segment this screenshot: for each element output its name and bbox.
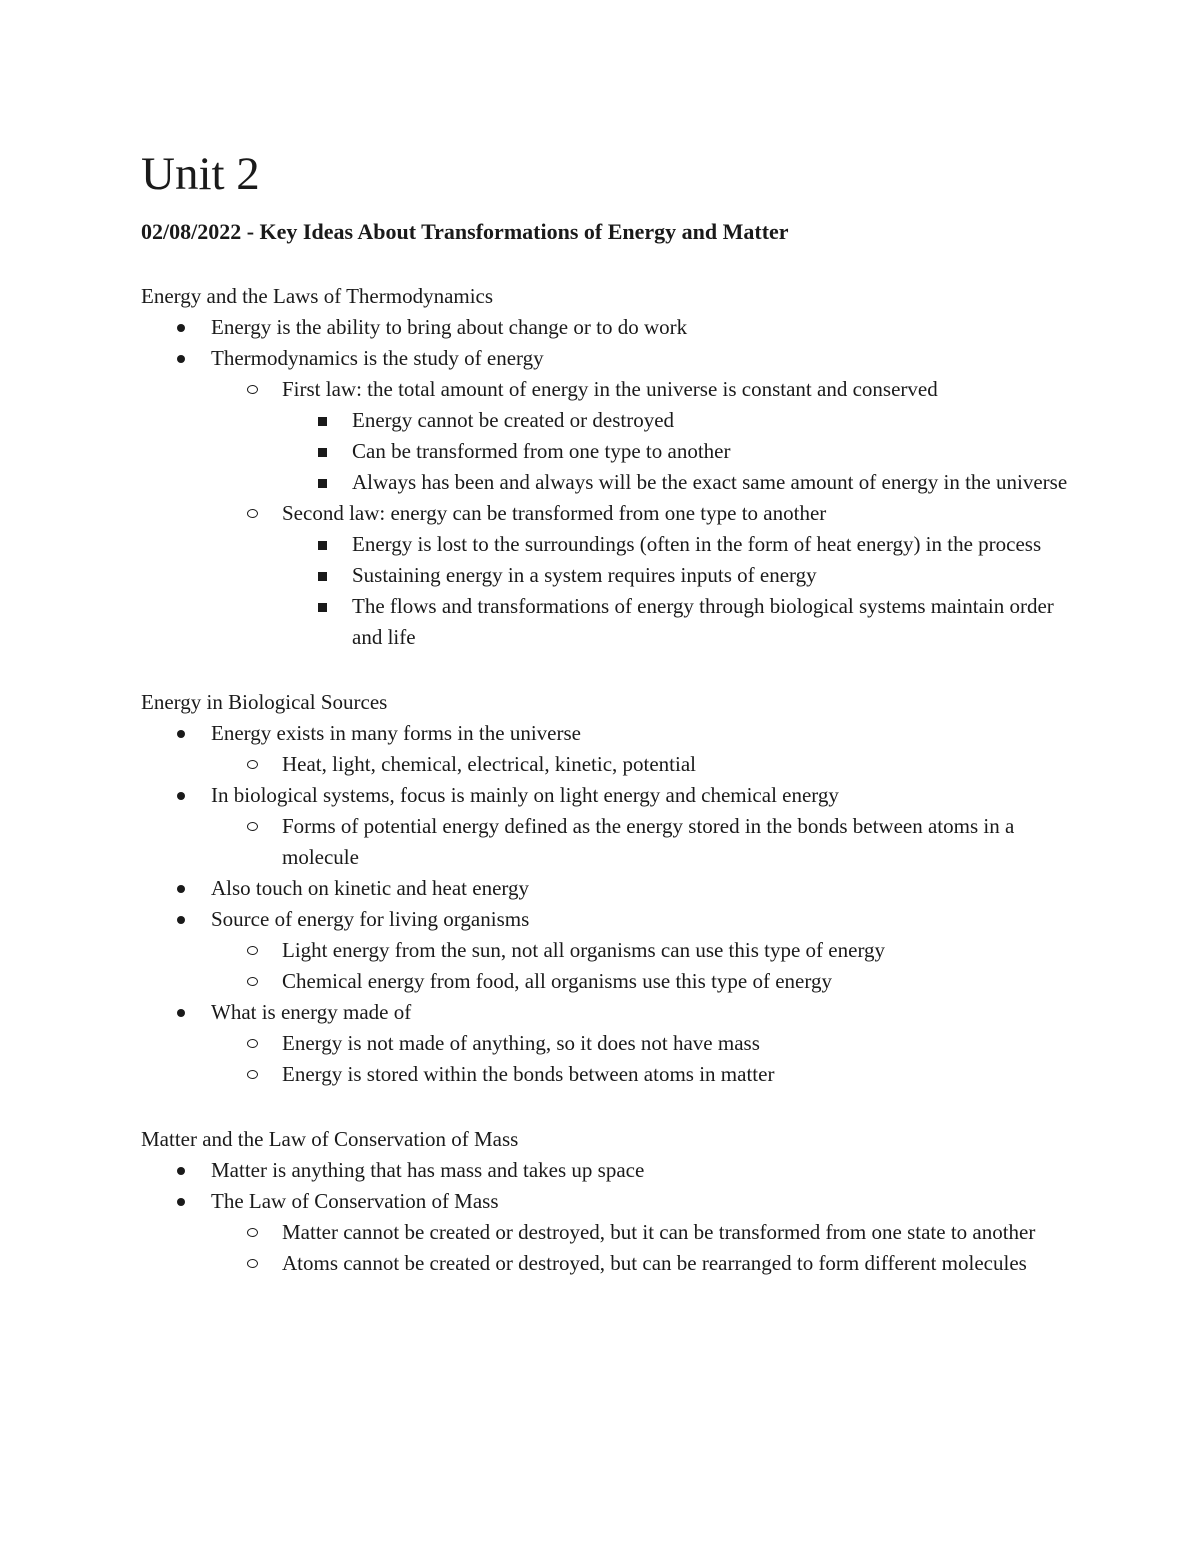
- list-item-text: The Law of Conservation of Mass: [211, 1189, 499, 1213]
- square-bullet-icon: [318, 417, 327, 426]
- list-item-text: Energy is lost to the surroundings (often in the form of heat energy) in the process: [352, 532, 1042, 556]
- list-item-text: Matter cannot be created or destroyed, but it can be transformed from one state to another: [282, 1220, 1036, 1244]
- list-item-text: What is energy made of: [211, 1000, 412, 1024]
- list-item-text: Energy is the ability to bring about change or to do work: [211, 315, 688, 339]
- sub-list: [141, 374, 1071, 653]
- list-item: [211, 935, 1071, 966]
- list-item: [211, 374, 1071, 498]
- list-item-text: Light energy from the sun, not all organisms can use this type of energy: [282, 938, 886, 962]
- list-item: [211, 1059, 1071, 1090]
- list-item-text: Can be transformed from one type to another: [352, 439, 731, 463]
- square-bullet-icon: [318, 603, 327, 612]
- filled-circle-bullet-icon: [177, 730, 185, 738]
- section-conservation-of-mass: [141, 1124, 1071, 1279]
- section-biological-sources: [141, 687, 1071, 1090]
- list-item: [211, 811, 1071, 873]
- filled-circle-bullet-icon: [177, 355, 185, 363]
- list-item-text: Source of energy for living organisms: [211, 907, 530, 931]
- list-item: [141, 718, 1071, 780]
- sub-list: [141, 1028, 1071, 1090]
- hollow-circle-bullet-icon: [247, 1228, 258, 1237]
- hollow-circle-bullet-icon: [247, 509, 258, 518]
- filled-circle-bullet-icon: [177, 792, 185, 800]
- list-item: [211, 1248, 1071, 1279]
- bullet-list: [141, 312, 1071, 653]
- sub-sub-list: [211, 405, 1071, 498]
- document-page: [141, 142, 1071, 1279]
- hollow-circle-bullet-icon: [247, 1039, 258, 1048]
- list-item: [141, 1186, 1071, 1279]
- list-item-text: Energy cannot be created or destroyed: [352, 408, 675, 432]
- list-item: [211, 1217, 1071, 1248]
- hollow-circle-bullet-icon: [247, 977, 258, 986]
- list-item: [141, 873, 1071, 904]
- list-item: [141, 904, 1071, 997]
- section-heading: Matter and the Law of Conservation of Mass: [141, 1127, 519, 1151]
- filled-circle-bullet-icon: [177, 916, 185, 924]
- list-item-text: Atoms cannot be created or destroyed, but can be rearranged to form different molecules: [282, 1251, 1027, 1275]
- square-bullet-icon: [318, 572, 327, 581]
- list-item: [282, 467, 1071, 498]
- list-item: [282, 405, 1071, 436]
- list-item-text: Energy is not made of anything, so it does not have mass: [282, 1031, 760, 1055]
- hollow-circle-bullet-icon: [247, 946, 258, 955]
- list-item: [282, 529, 1071, 560]
- list-item-text: Also touch on kinetic and heat energy: [211, 876, 530, 900]
- list-item: [141, 997, 1071, 1090]
- page-subtitle: 02/08/2022 - Key Ideas About Transformations of Energy and Matter: [141, 219, 789, 244]
- list-item: [211, 966, 1071, 997]
- sub-sub-list: [211, 529, 1071, 653]
- bullet-list: [141, 718, 1071, 1090]
- filled-circle-bullet-icon: [177, 1198, 185, 1206]
- hollow-circle-bullet-icon: [247, 385, 258, 394]
- list-item-text: Chemical energy from food, all organisms use this type of energy: [282, 969, 832, 993]
- section-heading: Energy in Biological Sources: [141, 690, 388, 714]
- list-item: [282, 591, 1071, 653]
- square-bullet-icon: [318, 479, 327, 488]
- list-item-text: Heat, light, chemical, electrical, kinetic, potential: [282, 752, 696, 776]
- list-item: [282, 560, 1071, 591]
- list-item-text: Forms of potential energy defined as the energy stored in the bonds between atoms in a molecule: [282, 814, 1015, 869]
- hollow-circle-bullet-icon: [247, 760, 258, 769]
- list-item: [211, 749, 1071, 780]
- sub-list: [141, 935, 1071, 997]
- sub-list: [141, 749, 1071, 780]
- list-item-text: Energy exists in many forms in the universe: [211, 721, 581, 745]
- list-item-text: In biological systems, focus is mainly on light energy and chemical energy: [211, 783, 839, 807]
- list-item-text: Energy is stored within the bonds between atoms in matter: [282, 1062, 775, 1086]
- sub-list: [141, 811, 1071, 873]
- square-bullet-icon: [318, 448, 327, 457]
- list-item-text: The flows and transformations of energy through biological systems maintain order and life: [352, 594, 1054, 649]
- hollow-circle-bullet-icon: [247, 1259, 258, 1268]
- hollow-circle-bullet-icon: [247, 822, 258, 831]
- hollow-circle-bullet-icon: [247, 1070, 258, 1079]
- section-heading: Energy and the Laws of Thermodynamics: [141, 284, 494, 308]
- filled-circle-bullet-icon: [177, 885, 185, 893]
- list-item-text: Second law: energy can be transformed from one type to another: [282, 501, 827, 525]
- list-item-text: Sustaining energy in a system requires inputs of energy: [352, 563, 817, 587]
- list-item: [141, 312, 1071, 343]
- filled-circle-bullet-icon: [177, 1167, 185, 1175]
- list-item-text: Thermodynamics is the study of energy: [211, 346, 544, 370]
- list-item: [141, 343, 1071, 653]
- list-item: [211, 1028, 1071, 1059]
- list-item-text: First law: the total amount of energy in the universe is constant and conserved: [282, 377, 938, 401]
- filled-circle-bullet-icon: [177, 1009, 185, 1017]
- section-thermodynamics: [141, 281, 1071, 653]
- list-item-text: Matter is anything that has mass and takes up space: [211, 1158, 645, 1182]
- list-item: [282, 436, 1071, 467]
- list-item: [141, 780, 1071, 873]
- square-bullet-icon: [318, 541, 327, 550]
- filled-circle-bullet-icon: [177, 324, 185, 332]
- list-item: [211, 498, 1071, 653]
- bullet-list: [141, 1155, 1071, 1279]
- page-title: Unit 2: [141, 148, 260, 200]
- list-item-text: Always has been and always will be the exact same amount of energy in the universe: [352, 470, 1068, 494]
- sub-list: [141, 1217, 1071, 1279]
- list-item: [141, 1155, 1071, 1186]
